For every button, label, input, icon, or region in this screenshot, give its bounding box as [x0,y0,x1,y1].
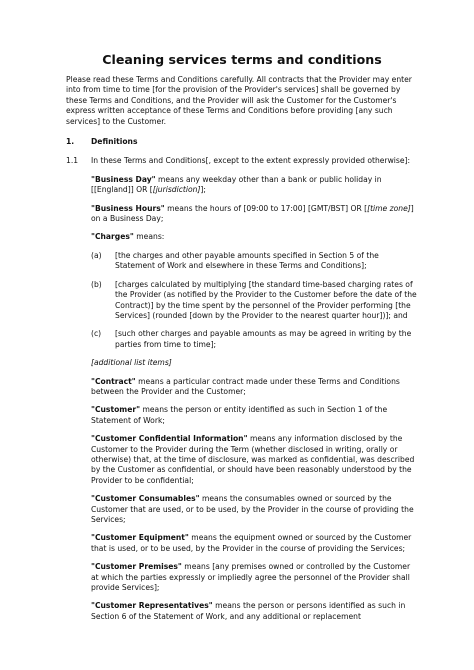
definition-text: means the person or persons identified as such in Section 6 of the Statement of Work, and any additional or replacement [91,601,406,621]
clause-1-1 [66,156,418,166]
term-customer-equipment: "Customer Equipment" [91,533,189,543]
definition-text: means the person or entity identified as such in Section 1 of the Statement of Work; [91,405,388,425]
definition-text: means the equipment owned or sourced by the Customer that is used, or to be used, by the Provider in the course of providing the Services; [91,533,412,553]
clause-text: In these Terms and Conditions[, except to the extent expressly provided otherwise]: [91,156,411,166]
definition-charges [91,232,418,242]
definition-text: ]; [200,185,206,195]
list-item [91,251,418,272]
definition-text: means [any premises owned or controlled by the Customer at which the parties expressly or impliedly agree the personnel of the Provider shall provide Services]; [91,562,411,593]
list-item [91,329,418,350]
definition-text: means a particular contract made under these Terms and Conditions between the Provider and the Customer; [91,376,400,396]
definition-contract [91,377,418,398]
definition-customer-representatives [91,601,418,622]
term-customer: "Customer" [91,405,141,415]
term-business-hours: "Business Hours" [91,203,165,213]
section-title: Definitions [91,137,138,147]
term-customer-premises: "Customer Premises" [91,562,182,572]
definition-customer-equipment [91,533,418,554]
term-business-day: "Business Day" [91,174,156,184]
definition-customer-premises [91,562,418,593]
term-contract: "Contract" [91,376,136,386]
clause-number: 1.1 [66,156,79,166]
list-item [91,280,418,322]
definition-customer-consumables [91,494,418,525]
list-item-text: [charges calculated by multiplying [the standard time-based charging rates of the Provider (as notified by the Provider to the Customer before the date of the Contract)] by the time spent by the personnel of the Provider performing [the Services] (rounded [down by the Provider to the nearest quarter hour])]; and [115,279,417,320]
list-item-label: (a) [91,250,102,260]
document-title: Cleaning services terms and conditions [102,52,382,67]
definition-text: means any weekday other than a bank or public holiday in [[England]] OR [ [91,174,382,195]
definition-customer [91,405,418,426]
section-heading [66,137,418,147]
definition-text: means: [133,232,165,242]
list-item-text: [the charges and other payable amounts specified in Section 5 of the Statement of Work and elsewhere in these Terms and Conditions]; [115,250,379,271]
definition-text: means the hours of [09:00 to 17:00] [GMT/BST] OR [ [164,203,368,213]
term-customer-confidential-information: "Customer Confidential Information" [91,434,248,444]
definition-business-hours [91,204,418,225]
list-item-label: (c) [91,329,102,339]
placeholder-text: [jurisdiction] [152,185,201,195]
definition-text: ] on a Business Day; [91,203,414,224]
section-number: 1. [66,137,75,147]
definition-customer-confidential-information [91,434,418,486]
term-charges: "Charges" [91,232,134,242]
term-customer-representatives: "Customer Representatives" [91,601,213,611]
term-customer-consumables: "Customer Consumables" [91,494,200,504]
definition-text: means the consumables owned or sourced by the Customer that are used, or to be used, by the Provider in the course of providing the Services; [91,494,414,524]
additional-list-items-note: [additional list items] [91,358,172,368]
list-item-label: (b) [91,279,102,289]
placeholder-text: [time zone] [367,203,411,213]
definitions-list [91,175,418,622]
definition-business-day [91,175,418,196]
intro-paragraph: Please read these Terms and Conditions carefully. All contracts that the Provider may enter into from time to time [for the provision of the Provider's services] shall be governed by these Terms and Conditions, and the Provider will ask the Customer for the Customer's express written acceptance of these Terms and Conditions before providing [any such services] to the Customer. [66,75,412,126]
list-item-text: [such other charges and payable amounts as may be agreed in writing by the parties from time to time]; [115,329,412,349]
definition-text: means any information disclosed by the Customer to the Provider during the Term (whether disclosed in writing, orally or otherwise) that, at the time of disclosure, was marked as confidential, was described by the Customer as confidential, or should have been reasonably understood by the Provider to be confidential; [91,434,415,485]
